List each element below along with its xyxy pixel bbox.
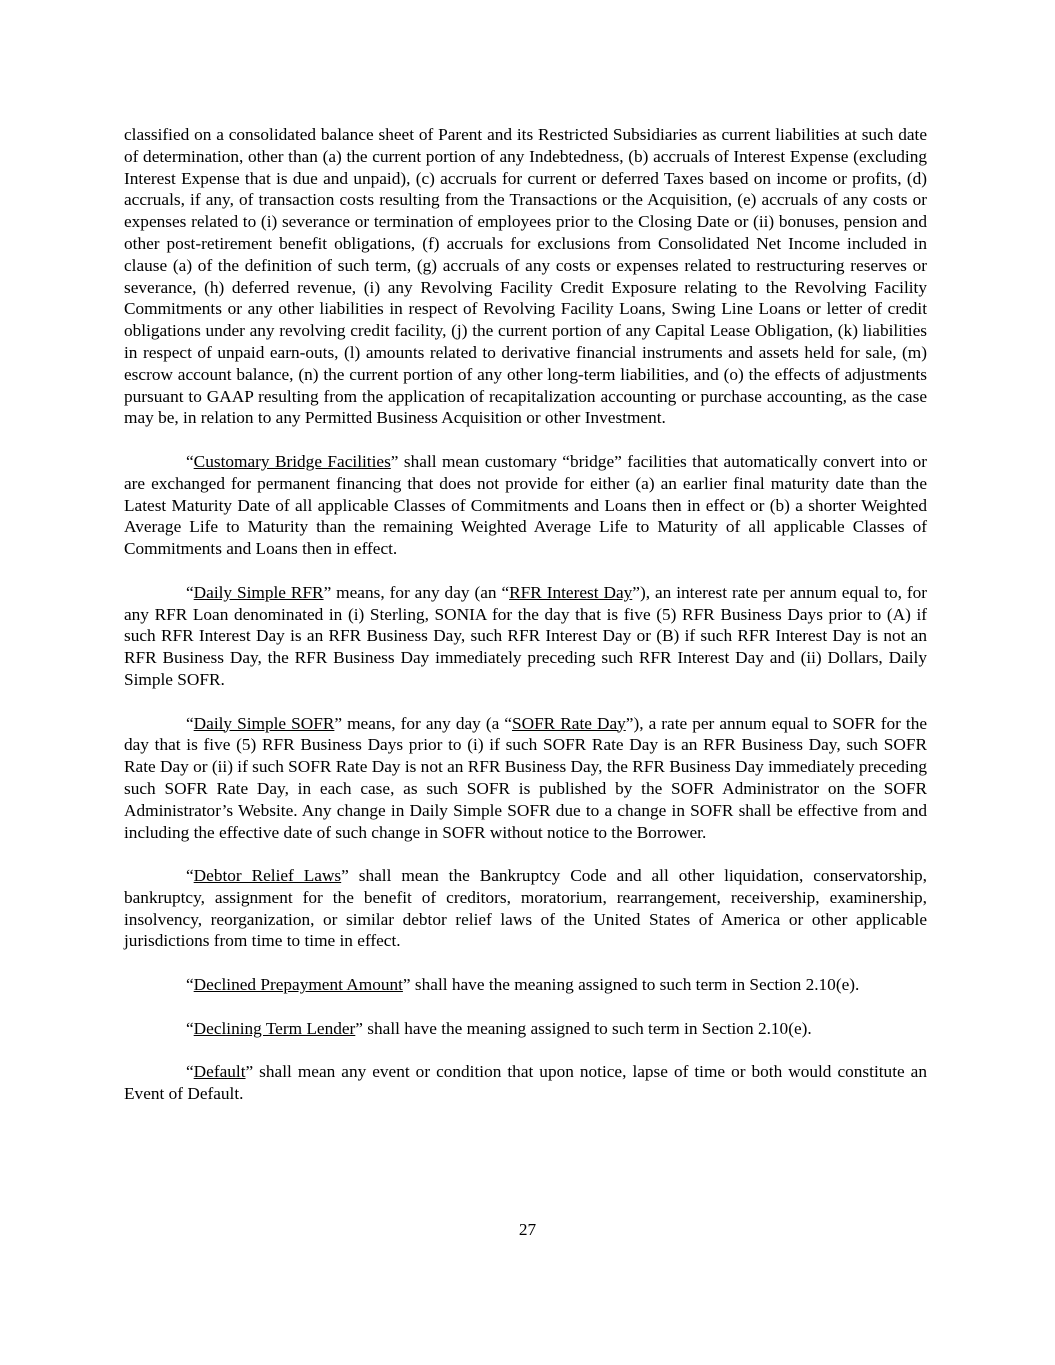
definition-text: ”), a rate per annum equal to SOFR for the day that is five (5) RFR Business Days prior to (i) if such SOFR Rate Day is an RFR Business Day, such SOFR Rate Day or (ii) if such SOFR Rate Day is not an RFR Business Day, the RFR Business Day immediately preceding such SOFR Rate Day, in each case, as such SOFR is published by the SOFR Administrator on the SOFR Administrator’s Website. Any change in Daily Simple SOFR due to a change in SOFR shall be effective from and including the effective date of such change in SOFR without notice to the Borrower.	[124, 713, 928, 842]
page-number: 27	[518, 1220, 537, 1239]
defined-term: Default	[193, 1062, 246, 1082]
document-page	[124, 124, 927, 1127]
defined-term-secondary: SOFR Rate Day	[511, 713, 626, 733]
definition-text: ” shall mean customary “bridge” facilities that automatically convert into or are exchanged for permanent financing that does not provide for either (a) an earlier final maturity date than the Latest Maturity Date of all applicable Classes of Commitments and Loans then in effect or (b) a shorter Weighted Average Life to Maturity than the remaining Weighted Average Life to Maturity of all applicable Classes of Commitments and Loans then in effect.	[124, 451, 928, 559]
open-quote: “	[186, 1018, 194, 1038]
defined-term: Debtor Relief Laws	[193, 866, 342, 886]
defined-term: Customary Bridge Facilities	[193, 451, 391, 471]
definition-text: ”), an interest rate per annum equal to, for any RFR Loan denominated in (i) Sterling, SONIA for the day that is five (5) RFR Business Days prior to (A) if such RFR Interest Day is an RFR Business Day, such RFR Interest Day or (B) if such RFR Interest Day is not an RFR Business Day, the RFR Business Day immediately preceding such RFR Interest Day and (ii) Dollars, Daily Simple SOFR.	[124, 582, 928, 689]
defined-term: Daily Simple RFR	[193, 582, 324, 602]
defined-term: Declining Term Lender	[193, 1018, 356, 1038]
definition-declined-prepayment-amount	[124, 974, 927, 996]
open-quote: “	[186, 582, 194, 602]
open-quote: “	[186, 451, 194, 471]
definition-text: ” shall mean any event or condition that upon notice, lapse of time or both would constitute an Event of Default.	[124, 1062, 927, 1104]
definition-text: ” shall have the meaning assigned to such term in Section 2.10(e).	[355, 1018, 812, 1038]
definition-declining-term-lender	[124, 1018, 927, 1040]
definition-daily-simple-rfr	[124, 582, 927, 691]
definition-text: ” means, for any day (an “	[323, 582, 510, 602]
open-quote: “	[186, 866, 194, 886]
definition-text: ” means, for any day (a “	[334, 713, 512, 733]
defined-term: Daily Simple SOFR	[193, 713, 335, 733]
open-quote: “	[186, 1062, 194, 1082]
definition-daily-simple-sofr	[124, 713, 927, 844]
open-quote: “	[186, 975, 194, 995]
defined-term-secondary: RFR Interest Day	[509, 582, 633, 602]
definition-text: ” shall have the meaning assigned to such term in Section 2.10(e).	[402, 975, 860, 995]
open-quote: “	[186, 713, 194, 733]
definition-default	[124, 1061, 927, 1105]
definition-text: ” shall mean the Bankruptcy Code and all other liquidation, conservatorship, bankruptcy, assignment for the benefit of creditors, moratorium, rearrangement, receivership, examinership, insolvency, reorganization, or similar debtor relief laws of the United States of America or other applicable jurisdictions from time to time in effect.	[124, 866, 927, 951]
definition-customary-bridge-facilities	[124, 451, 927, 560]
defined-term: Declined Prepayment Amount	[193, 975, 403, 995]
definition-debtor-relief-laws	[124, 865, 927, 952]
continued-paragraph: classified on a consolidated balance sheet of Parent and its Restricted Subsidiaries as current liabilities at such date of determination, other than (a) the current portion of any Indebtedness, (b) accruals of Interest Expense (excluding Interest Expense that is due and unpaid), (c) accruals for current or deferred Taxes based on income or profits, (d) accruals, if any, of transaction costs resulting from the Transactions or the Acquisition, (e) accruals of any costs or expenses related to (i) severance or termination of employees prior to the Closing Date or (ii) bonuses, pension and other post-retirement benefit obligations, (f) accruals for exclusions from Consolidated Net Income included in clause (a) of the definition of such term, (g) accruals of any costs or expenses related to restructuring reserves or severance, (h) deferred revenue, (i) any Revolving Facility Credit Exposure relating to the Revolving Facility Commitments or any other liabilities in respect of Revolving Facility Loans, Swing Line Loans or letter of credit obligations under any revolving credit facility, (j) the current portion of any Capital Lease Obligation, (k) liabilities in respect of unpaid earn-outs, (l) amounts related to derivative financial instruments and assets held for sale, (m) escrow account balance, (n) the current portion of any other long-term liabilities, and (o) the effects of adjustments pursuant to GAAP resulting from the application of recapitalization accounting or purchase accounting, as the case may be, in relation to any Permitted Business Acquisition or other Investment.	[124, 125, 927, 428]
